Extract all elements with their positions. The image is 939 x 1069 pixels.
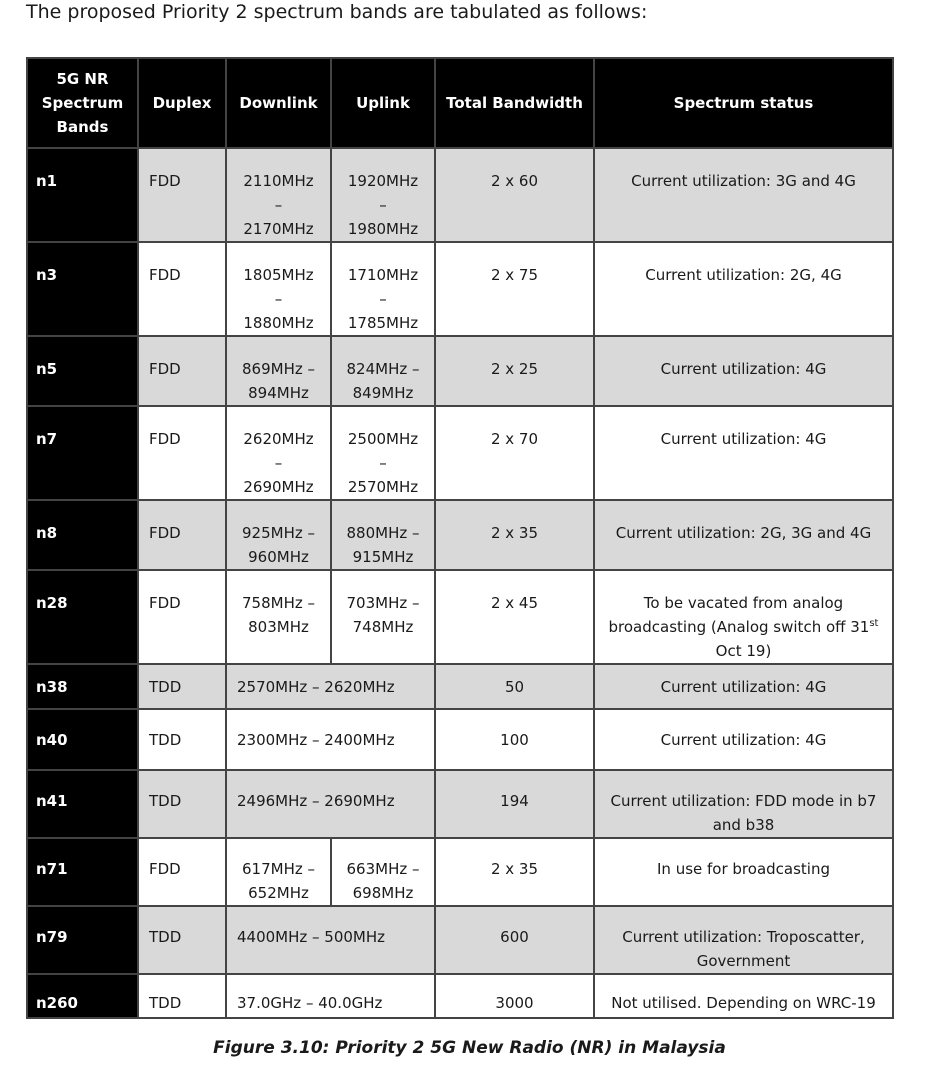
downlink-cell: 2620MHz – 2690MHz (226, 406, 331, 500)
uplink-cell: 663MHz – 698MHz (331, 838, 435, 906)
uplink-cell: 2500MHz – 2570MHz (331, 406, 435, 500)
duplex-cell: FDD (138, 838, 226, 906)
table-row (27, 406, 893, 500)
bandwidth-cell: 2 x 60 (435, 148, 594, 242)
status-cell: To be vacated from analog broadcasting (Analog switch off 31st Oct 19) (594, 570, 893, 664)
range-cell: 4400MHz – 500MHz (226, 906, 435, 974)
status-cell: Not utilised. Depending on WRC-19 (594, 974, 893, 1018)
intro-text: The proposed Priority 2 spectrum bands are tabulated as follows: (26, 1, 648, 23)
duplex-cell: FDD (138, 500, 226, 570)
table-row (27, 336, 893, 406)
downlink-cell: 758MHz – 803MHz (226, 570, 331, 664)
bandwidth-cell: 2 x 35 (435, 838, 594, 906)
band-cell: n260 (27, 974, 138, 1018)
table-row (27, 242, 893, 336)
duplex-cell: TDD (138, 709, 226, 770)
spectrum-table (26, 57, 894, 1019)
duplex-cell: FDD (138, 336, 226, 406)
header-duplex: Duplex (138, 58, 226, 148)
band-cell: n28 (27, 570, 138, 664)
duplex-cell: FDD (138, 406, 226, 500)
bandwidth-cell: 100 (435, 709, 594, 770)
status-cell: Current utilization: FDD mode in b7 and b38 (594, 770, 893, 838)
range-cell: 2496MHz – 2690MHz (226, 770, 435, 838)
band-cell: n41 (27, 770, 138, 838)
status-cell: Current utilization: Troposcatter, Government (594, 906, 893, 974)
header-bandwidth: Total Bandwidth (435, 58, 594, 148)
table-header-row (27, 58, 893, 148)
duplex-cell: FDD (138, 148, 226, 242)
duplex-cell: TDD (138, 664, 226, 709)
downlink-cell: 617MHz – 652MHz (226, 838, 331, 906)
table-row (27, 838, 893, 906)
header-status: Spectrum status (594, 58, 893, 148)
status-cell: Current utilization: 4G (594, 709, 893, 770)
range-cell: 37.0GHz – 40.0GHz (226, 974, 435, 1018)
table-row (27, 148, 893, 242)
downlink-cell: 869MHz – 894MHz (226, 336, 331, 406)
table-row (27, 709, 893, 770)
table-row (27, 664, 893, 709)
status-cell: Current utilization: 2G, 3G and 4G (594, 500, 893, 570)
status-cell: Current utilization: 2G, 4G (594, 242, 893, 336)
table-row (27, 500, 893, 570)
table-row (27, 974, 893, 1018)
bandwidth-cell: 600 (435, 906, 594, 974)
duplex-cell: TDD (138, 974, 226, 1018)
band-cell: n7 (27, 406, 138, 500)
status-cell: Current utilization: 4G (594, 664, 893, 709)
bandwidth-cell: 2 x 45 (435, 570, 594, 664)
band-cell: n79 (27, 906, 138, 974)
bandwidth-cell: 2 x 35 (435, 500, 594, 570)
header-downlink: Downlink (226, 58, 331, 148)
downlink-cell: 2110MHz – 2170MHz (226, 148, 331, 242)
duplex-cell: TDD (138, 770, 226, 838)
header-band: 5G NR Spectrum Bands (27, 58, 138, 148)
duplex-cell: FDD (138, 570, 226, 664)
duplex-cell: FDD (138, 242, 226, 336)
range-cell: 2570MHz – 2620MHz (226, 664, 435, 709)
duplex-cell: TDD (138, 906, 226, 974)
uplink-cell: 880MHz – 915MHz (331, 500, 435, 570)
uplink-cell: 1920MHz – 1980MHz (331, 148, 435, 242)
table-row (27, 906, 893, 974)
range-cell: 2300MHz – 2400MHz (226, 709, 435, 770)
header-uplink: Uplink (331, 58, 435, 148)
bandwidth-cell: 50 (435, 664, 594, 709)
status-cell: Current utilization: 3G and 4G (594, 148, 893, 242)
bandwidth-cell: 2 x 75 (435, 242, 594, 336)
downlink-cell: 1805MHz – 1880MHz (226, 242, 331, 336)
band-cell: n3 (27, 242, 138, 336)
uplink-cell: 703MHz – 748MHz (331, 570, 435, 664)
band-cell: n5 (27, 336, 138, 406)
figure-caption: Figure 3.10: Priority 2 5G New Radio (NR) in Malaysia (213, 1038, 726, 1058)
band-cell: n38 (27, 664, 138, 709)
band-cell: n1 (27, 148, 138, 242)
bandwidth-cell: 2 x 70 (435, 406, 594, 500)
bandwidth-cell: 2 x 25 (435, 336, 594, 406)
table-row (27, 570, 893, 664)
bandwidth-cell: 3000 (435, 974, 594, 1018)
status-cell: Current utilization: 4G (594, 406, 893, 500)
table-row (27, 770, 893, 838)
status-cell: In use for broadcasting (594, 838, 893, 906)
uplink-cell: 824MHz – 849MHz (331, 336, 435, 406)
band-cell: n8 (27, 500, 138, 570)
downlink-cell: 925MHz – 960MHz (226, 500, 331, 570)
bandwidth-cell: 194 (435, 770, 594, 838)
band-cell: n40 (27, 709, 138, 770)
status-cell: Current utilization: 4G (594, 336, 893, 406)
band-cell: n71 (27, 838, 138, 906)
uplink-cell: 1710MHz – 1785MHz (331, 242, 435, 336)
